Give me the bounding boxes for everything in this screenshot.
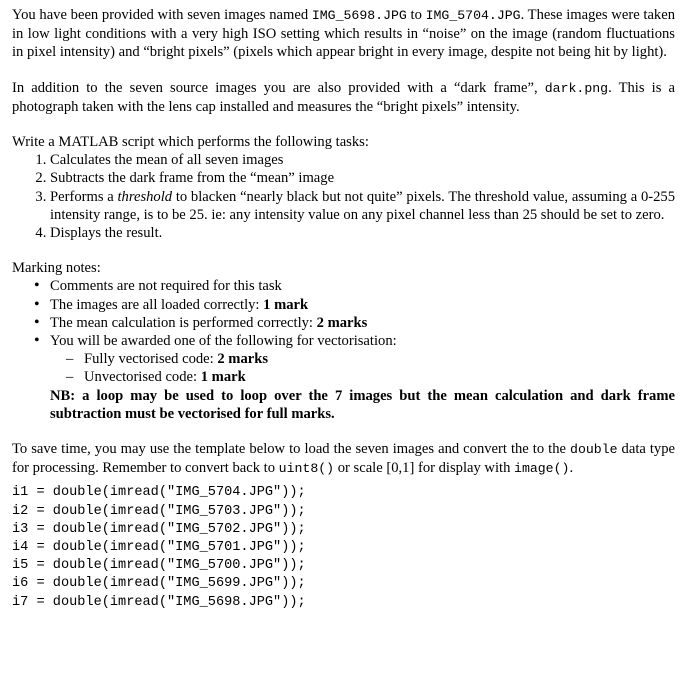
vectorisation-sublist — [50, 350, 675, 386]
option-1-text: Fully vectorised code: — [84, 351, 218, 368]
template-text-a: To save time, you may use the template below to load the seven images and convert the to the — [12, 441, 571, 458]
vectorisation-option — [84, 350, 675, 368]
task-3-italic: threshold — [117, 188, 173, 205]
code-line: i4 = double(imread("IMG_5701.JPG")); — [12, 540, 306, 556]
intro-paragraph — [12, 6, 675, 62]
intro-text-c: . These images were taken in low light conditions with a very high ISO setting which results in “noise” on the image (random fluctuations in pixel intensity) and “bright pixels” (pixels which appear bright in every image, despite not being hit by light). — [12, 7, 675, 61]
marking-note — [50, 296, 675, 314]
code-template — [12, 484, 675, 611]
tasks-intro: Write a MATLAB script which performs the following tasks: — [12, 134, 369, 151]
code-line: i6 = double(imread("IMG_5699.JPG")); — [12, 576, 306, 592]
marking-note: • Comments are not required for this task — [50, 277, 675, 295]
template-paragraph — [12, 440, 675, 478]
option-2-marks: 1 mark — [200, 369, 246, 386]
marking-list — [12, 277, 675, 386]
option-1-marks: 2 marks — [217, 351, 269, 368]
dark-frame-text-b: . This is a photograph taken with the lens cap installed and measures the “bright pixels” intensity. — [12, 79, 675, 115]
code-line: i3 = double(imread("IMG_5702.JPG")); — [12, 521, 306, 537]
code-line: i7 = double(imread("IMG_5698.JPG")); — [12, 594, 306, 610]
option-2-text: Unvectorised code: — [84, 369, 201, 386]
first-image-filename: IMG_5698.JPG — [311, 8, 407, 23]
marking-note — [50, 332, 675, 387]
intro-text-b: to — [406, 7, 426, 23]
marking-heading: Marking notes: — [12, 260, 101, 277]
task-3-text-b: to blacken “nearly black but not quite” pixels. The threshold value, assuming a 0-255 intensity range, is to be 25. ie: any intensity value on any pixel channel less than 25 should be set to zero. — [50, 188, 675, 223]
code-line: i2 = double(imread("IMG_5703.JPG")); — [12, 503, 306, 519]
code-line: i5 = double(imread("IMG_5700.JPG")); — [12, 558, 306, 574]
note-4-text: You will be awarded one of the following for vectorisation: — [50, 333, 397, 350]
uint8-function: uint8() — [278, 461, 335, 477]
note-3-text: The mean calculation is performed correctly: — [50, 314, 317, 331]
note-2-text: The images are all loaded correctly: — [50, 296, 264, 313]
double-keyword: double — [570, 442, 618, 458]
task-item: 2. Subtracts the dark frame from the “mean” image — [50, 169, 675, 187]
task-item — [50, 188, 675, 224]
note-2-marks: 1 mark — [263, 296, 309, 313]
dark-frame-paragraph — [12, 79, 675, 116]
assignment-document — [12, 6, 675, 612]
code-line: i1 = double(imread("IMG_5704.JPG")); — [12, 485, 306, 501]
template-text-d: . — [569, 460, 574, 477]
template-text-c: or scale [0,1] for display with — [334, 460, 515, 477]
task-item: 1. Calculates the mean of all seven images — [50, 151, 675, 169]
dark-frame-text-a: In addition to the seven source images you are also provided with a “dark frame”, — [12, 79, 545, 96]
dark-frame-filename: dark.png — [544, 80, 609, 96]
task-3-text-a: Performs a — [50, 188, 118, 205]
nb-note: NB: a loop may be used to loop over the 7 images but the mean calculation and dark frame subtraction must be vectorised for full marks. — [50, 387, 675, 422]
template-text-b: data type for processing. Remember to convert back to — [12, 441, 676, 477]
task-list — [12, 151, 675, 242]
task-item: 4. Displays the result. — [50, 224, 675, 242]
marking-note — [50, 314, 675, 332]
note-3-marks: 2 marks — [316, 314, 368, 331]
last-image-filename: IMG_5704.JPG — [425, 8, 521, 23]
image-function: image() — [514, 461, 570, 477]
vectorisation-option — [84, 368, 675, 386]
intro-text-a: You have been provided with seven images named — [12, 7, 312, 23]
